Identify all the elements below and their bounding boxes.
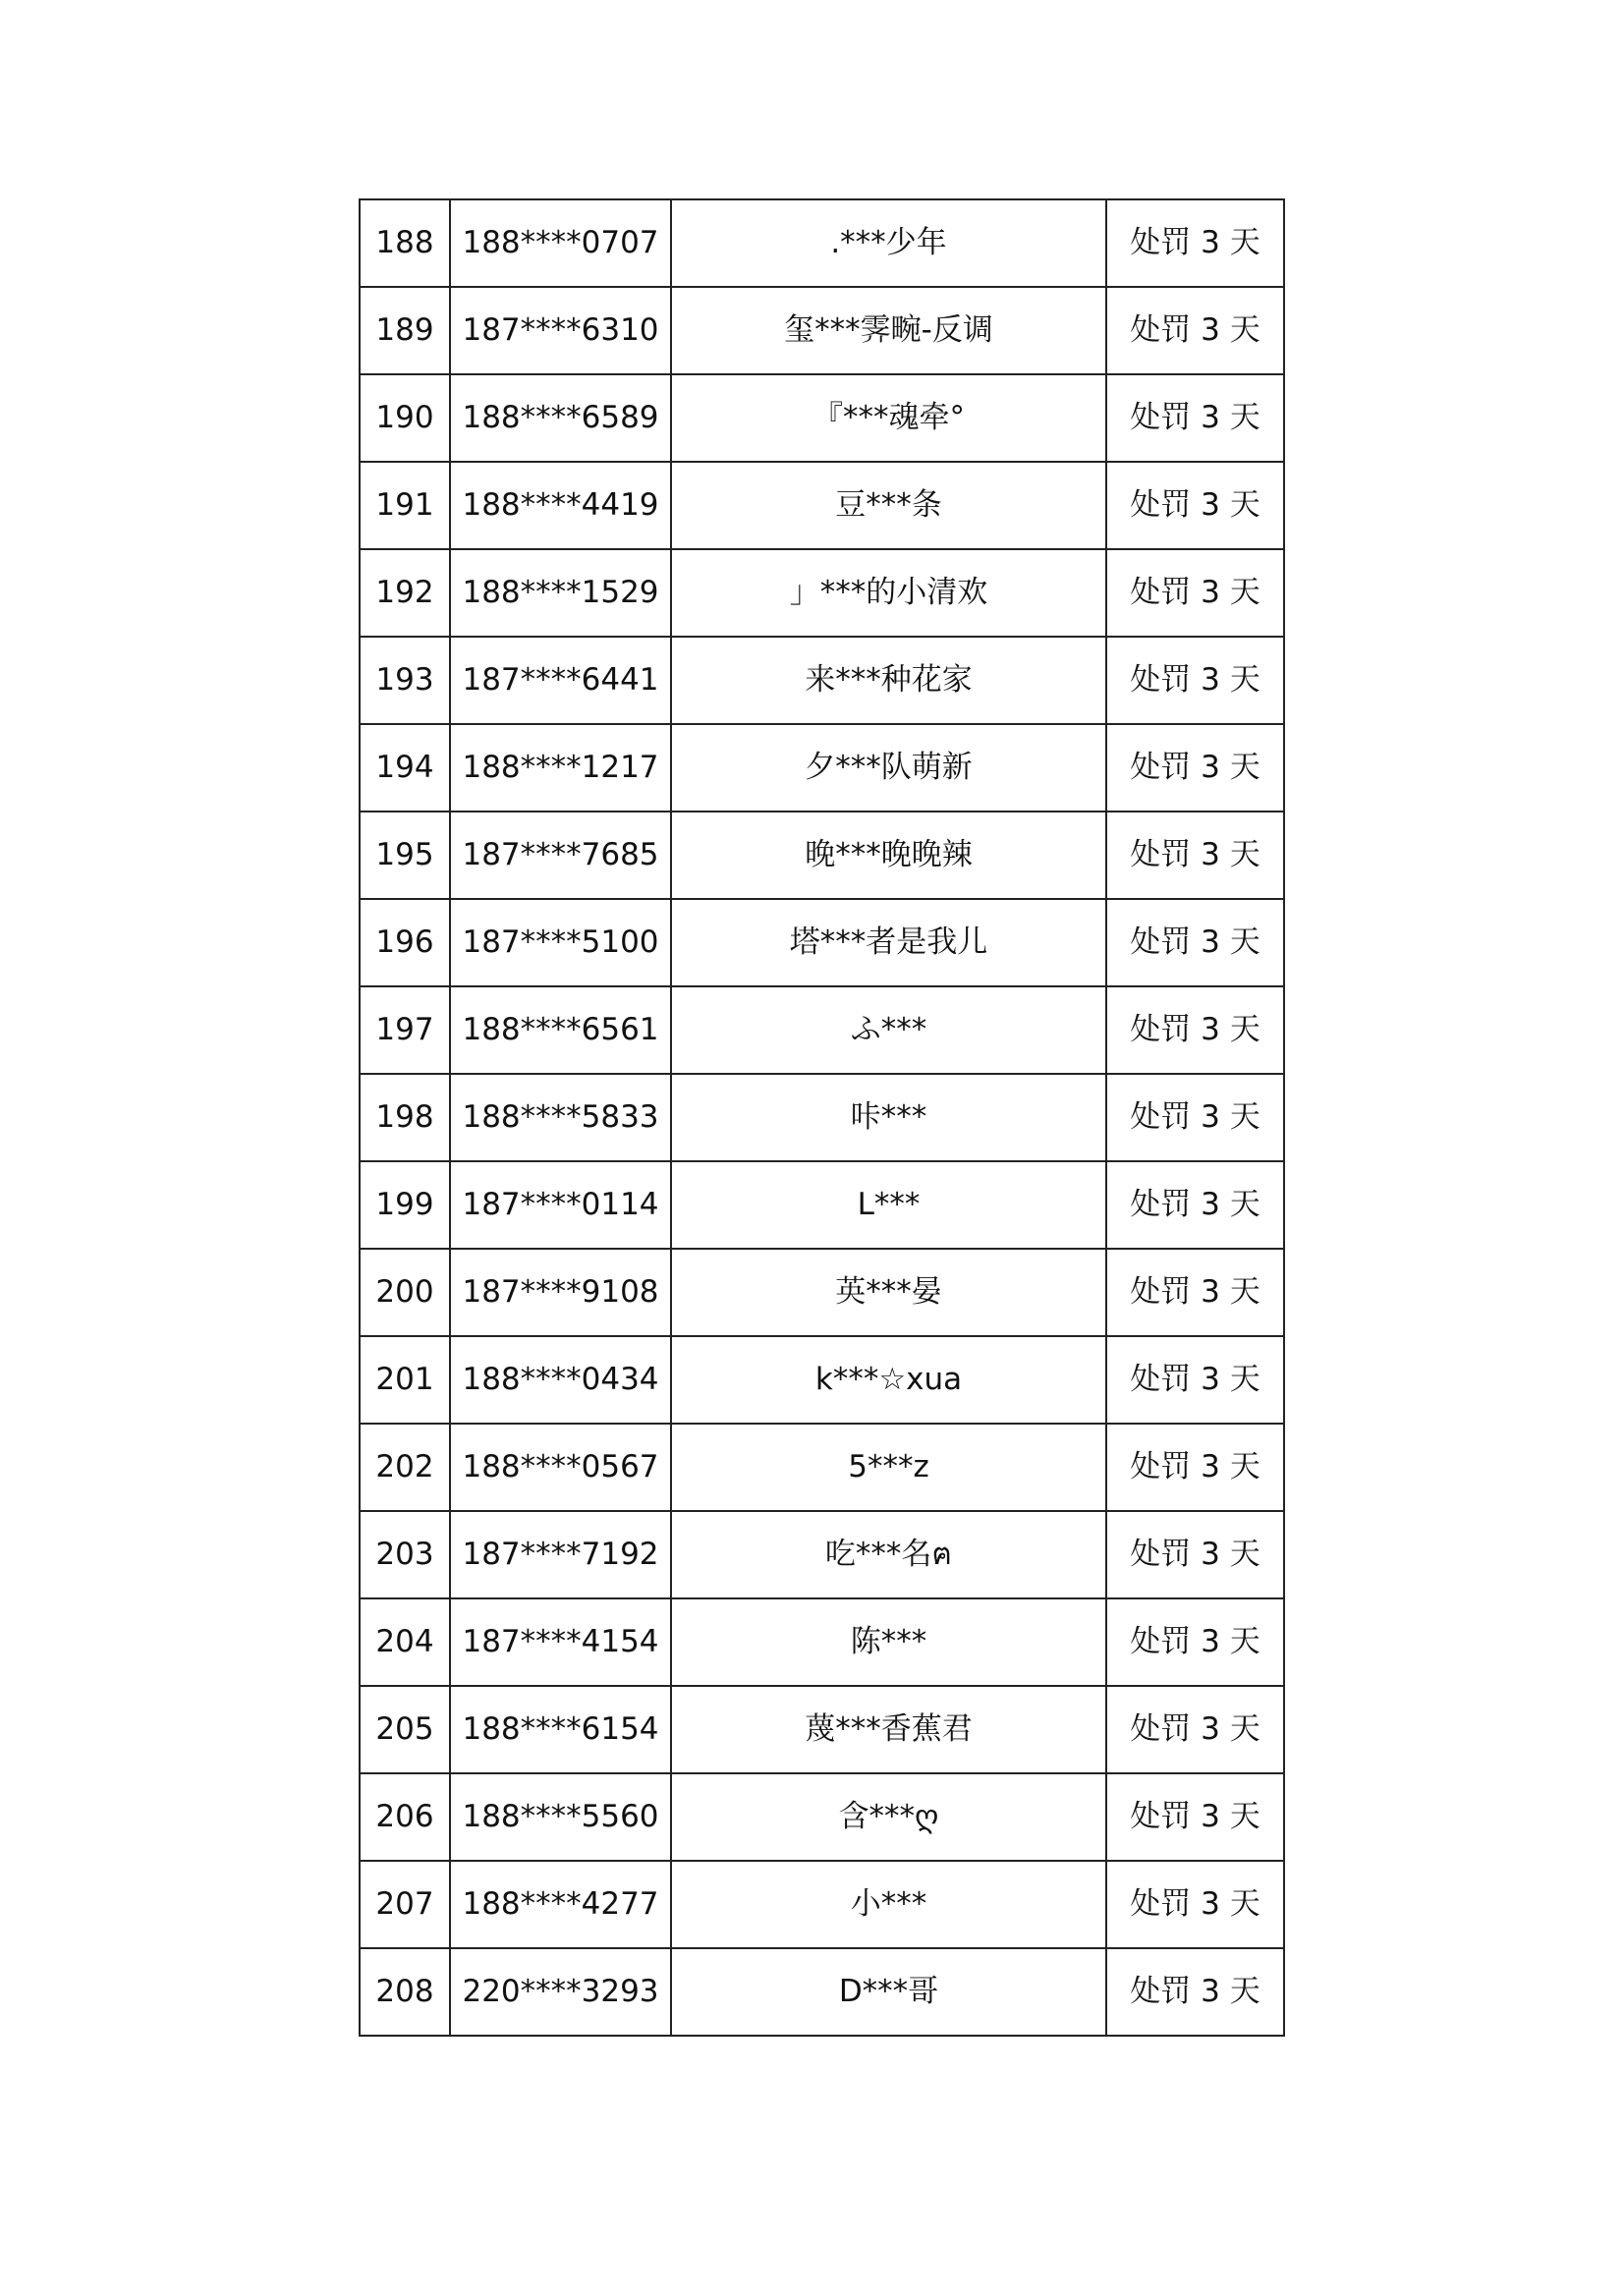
table-row [360,549,1284,637]
phone-number: 187****5100 [450,899,671,986]
phone-number: 188****1217 [450,724,671,812]
row-index: 200 [360,1249,450,1336]
penalty: 处罚 3 天 [1106,1861,1284,1948]
phone-number: 188****6561 [450,986,671,1074]
phone-number: 188****4419 [450,462,671,549]
row-index: 207 [360,1861,450,1948]
table-row [360,1948,1284,2036]
row-index: 190 [360,374,450,462]
table-row [360,1686,1284,1773]
nickname: 含***ღ [671,1773,1106,1861]
row-index: 194 [360,724,450,812]
nickname: L*** [671,1161,1106,1249]
penalty: 处罚 3 天 [1106,1773,1284,1861]
table-row [360,986,1284,1074]
penalty: 处罚 3 天 [1106,1336,1284,1424]
penalty: 处罚 3 天 [1106,549,1284,637]
phone-number: 187****9108 [450,1249,671,1336]
table-row [360,199,1284,287]
nickname: 5***z [671,1424,1106,1511]
table-row [360,1511,1284,1598]
penalty: 处罚 3 天 [1106,637,1284,724]
row-index: 189 [360,287,450,374]
table-row [360,1336,1284,1424]
nickname: 豆***条 [671,462,1106,549]
nickname: 蔑***香蕉君 [671,1686,1106,1773]
nickname: 吃***名ฅ [671,1511,1106,1598]
table-row [360,637,1284,724]
penalty: 处罚 3 天 [1106,899,1284,986]
phone-number: 187****4154 [450,1598,671,1686]
phone-number: 188****0567 [450,1424,671,1511]
penalty: 处罚 3 天 [1106,199,1284,287]
phone-number: 188****0707 [450,199,671,287]
nickname: ふ*** [671,986,1106,1074]
table-row [360,899,1284,986]
table-row [360,374,1284,462]
penalty: 处罚 3 天 [1106,724,1284,812]
phone-number: 187****7685 [450,812,671,899]
phone-number: 188****4277 [450,1861,671,1948]
penalty: 处罚 3 天 [1106,462,1284,549]
row-index: 204 [360,1598,450,1686]
nickname: 夕***队萌新 [671,724,1106,812]
nickname: 英***晏 [671,1249,1106,1336]
row-index: 195 [360,812,450,899]
table-row [360,1424,1284,1511]
nickname: 陈*** [671,1598,1106,1686]
row-index: 197 [360,986,450,1074]
row-index: 199 [360,1161,450,1249]
table-row [360,287,1284,374]
nickname: .***少年 [671,199,1106,287]
table-row [360,1773,1284,1861]
phone-number: 187****6310 [450,287,671,374]
penalty: 处罚 3 天 [1106,1511,1284,1598]
phone-number: 188****0434 [450,1336,671,1424]
row-index: 202 [360,1424,450,1511]
table-row [360,1249,1284,1336]
row-index: 206 [360,1773,450,1861]
phone-number: 188****5560 [450,1773,671,1861]
phone-number: 188****6589 [450,374,671,462]
penalty: 处罚 3 天 [1106,374,1284,462]
row-index: 198 [360,1074,450,1161]
table-row [360,812,1284,899]
phone-number: 187****7192 [450,1511,671,1598]
nickname: 」***的小清欢 [671,549,1106,637]
phone-number: 188****1529 [450,549,671,637]
row-index: 191 [360,462,450,549]
table-row [360,462,1284,549]
row-index: 201 [360,1336,450,1424]
penalty: 处罚 3 天 [1106,287,1284,374]
row-index: 203 [360,1511,450,1598]
nickname: 玺***霁畹-反调 [671,287,1106,374]
table-row [360,1161,1284,1249]
nickname: 塔***者是我儿 [671,899,1106,986]
table-row [360,724,1284,812]
phone-number: 188****6154 [450,1686,671,1773]
penalty-table [359,198,1285,2037]
penalty-table-body [360,199,1284,2036]
phone-number: 220****3293 [450,1948,671,2036]
penalty: 处罚 3 天 [1106,1686,1284,1773]
phone-number: 187****0114 [450,1161,671,1249]
penalty: 处罚 3 天 [1106,812,1284,899]
table-row [360,1598,1284,1686]
table-row [360,1074,1284,1161]
nickname: 晚***晚晚辣 [671,812,1106,899]
nickname: D***哥 [671,1948,1106,2036]
penalty: 处罚 3 天 [1106,1074,1284,1161]
row-index: 205 [360,1686,450,1773]
nickname: 来***种花家 [671,637,1106,724]
phone-number: 188****5833 [450,1074,671,1161]
row-index: 188 [360,199,450,287]
nickname: 小*** [671,1861,1106,1948]
penalty: 处罚 3 天 [1106,1424,1284,1511]
penalty: 处罚 3 天 [1106,1598,1284,1686]
phone-number: 187****6441 [450,637,671,724]
table-row [360,1861,1284,1948]
row-index: 196 [360,899,450,986]
penalty: 处罚 3 天 [1106,1948,1284,2036]
nickname: k***☆xua [671,1336,1106,1424]
row-index: 192 [360,549,450,637]
penalty: 处罚 3 天 [1106,1249,1284,1336]
penalty: 处罚 3 天 [1106,1161,1284,1249]
row-index: 208 [360,1948,450,2036]
nickname: 『***魂牵° [671,374,1106,462]
nickname: 咔*** [671,1074,1106,1161]
penalty: 处罚 3 天 [1106,986,1284,1074]
row-index: 193 [360,637,450,724]
